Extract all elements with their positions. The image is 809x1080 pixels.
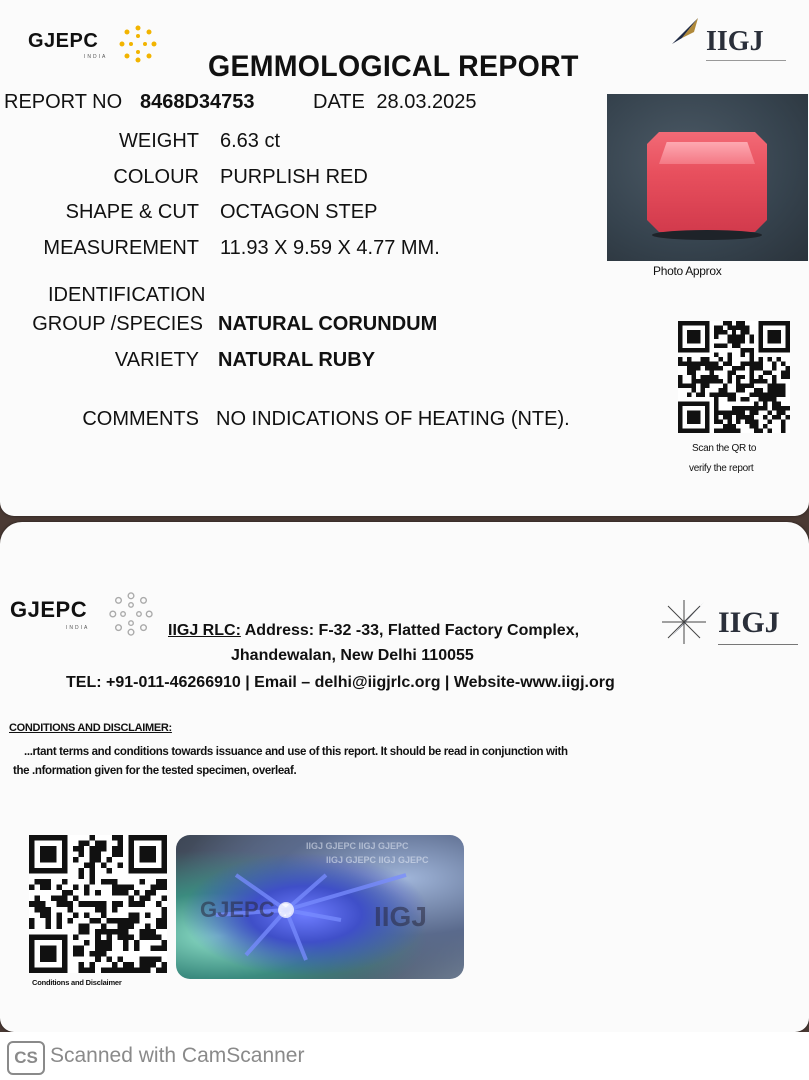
identification-label: IDENTIFICATION [48,284,206,306]
weight-label: WEIGHT [119,130,199,152]
security-hologram [176,835,464,979]
address-line1 [168,622,579,640]
conditions-line1: ...rtant terms and conditions towards issuance and use of this report. It should be read in conjunction with [24,746,568,758]
group-value: NATURAL CORUNDUM [218,313,438,335]
report-title: GEMMOLOGICAL REPORT [208,50,579,83]
shape-value: OCTAGON STEP [220,201,378,223]
photo-caption: Photo Approx [653,264,722,278]
field-row-shape [0,201,600,225]
iigj-burst-icon [658,596,710,648]
field-row-measurement [0,237,600,261]
address-text: Address: F-32 -33, Flatted Factory Complex, [240,622,580,639]
group-label: GROUP /SPECIES [32,313,203,335]
qr-caption-line1: Scan the QR to [692,443,757,454]
measurement-value: 11.93 X 9.59 X 4.77 MM. [220,237,440,259]
measurement-label: MEASUREMENT [43,237,199,259]
shape-label: SHAPE & CUT [65,201,199,223]
address-line2: Jhandewalan, New Delhi 110055 [231,647,474,664]
conditions-line2: the .nformation given for the tested specimen, overleaf. [13,765,297,777]
conditions-qr-code[interactable] [29,835,167,973]
date-label: DATE [313,91,365,113]
gjepc-logo-back-sub: INDIA [66,625,90,631]
gjepc-logo-text: GJEPC [28,30,99,52]
gjepc-logo-sub: INDIA [84,54,108,60]
variety-value: NATURAL RUBY [218,349,376,371]
variety-label: VARIETY [114,349,199,371]
colour-value: PURPLISH RED [220,166,368,188]
camscanner-text: Scanned with CamScanner [50,1044,305,1067]
field-row-variety [0,349,600,373]
iigj-logo-back [658,594,803,654]
hologram-logo-right: IIGJ [374,901,427,932]
gem-photo [607,94,808,261]
comments-label: COMMENTS [82,408,199,430]
conditions-qr-caption: Conditions and Disclaimer [32,978,122,987]
verify-qr-code[interactable] [678,321,790,433]
report-no-label: REPORT NO [4,91,123,113]
iigj-logo [668,14,798,64]
iigj-logo-back-text: IIGJ [718,606,780,639]
report-back-card [0,522,809,1032]
gjepc-logo [28,30,108,60]
gjepc-star-icon [116,22,160,66]
gjepc-logo-back-text: GJEPC [10,597,88,622]
camscanner-watermark [0,1032,809,1080]
field-row-colour [0,166,600,190]
gjepc-logo-back [10,597,90,631]
hologram-text-row2: IIGJ GJEPC IIGJ GJEPC [326,855,429,865]
date-value: 28.03.2025 [376,91,477,113]
address-label: IIGJ RLC: [168,622,241,639]
field-row-weight [0,130,600,154]
hologram-logo-left: GJEPC [200,897,275,922]
camscanner-logo-icon: CS [7,1041,45,1075]
qr-caption-line2: verify the report [689,463,754,474]
comments-value: NO INDICATIONS OF HEATING (NTE). [216,408,570,430]
iigj-star-icon [668,16,702,46]
gjepc-star-back-icon [106,589,156,639]
conditions-title: CONDITIONS AND DISCLAIMER: [9,722,172,734]
report-no-value: 8468D34753 [140,91,255,113]
field-row-group [0,313,600,337]
weight-value: 6.63 ct [220,130,281,152]
field-row-comments [0,408,600,432]
colour-label: COLOUR [113,166,199,188]
contact-line: TEL: +91-011-46266910 | Email – delhi@iigjrlc.org | Website-www.iigj.org [66,674,615,691]
hologram-text-row1: IIGJ GJEPC IIGJ GJEPC [306,841,409,851]
iigj-logo-text: IIGJ [706,26,764,57]
report-front-card [0,0,809,516]
